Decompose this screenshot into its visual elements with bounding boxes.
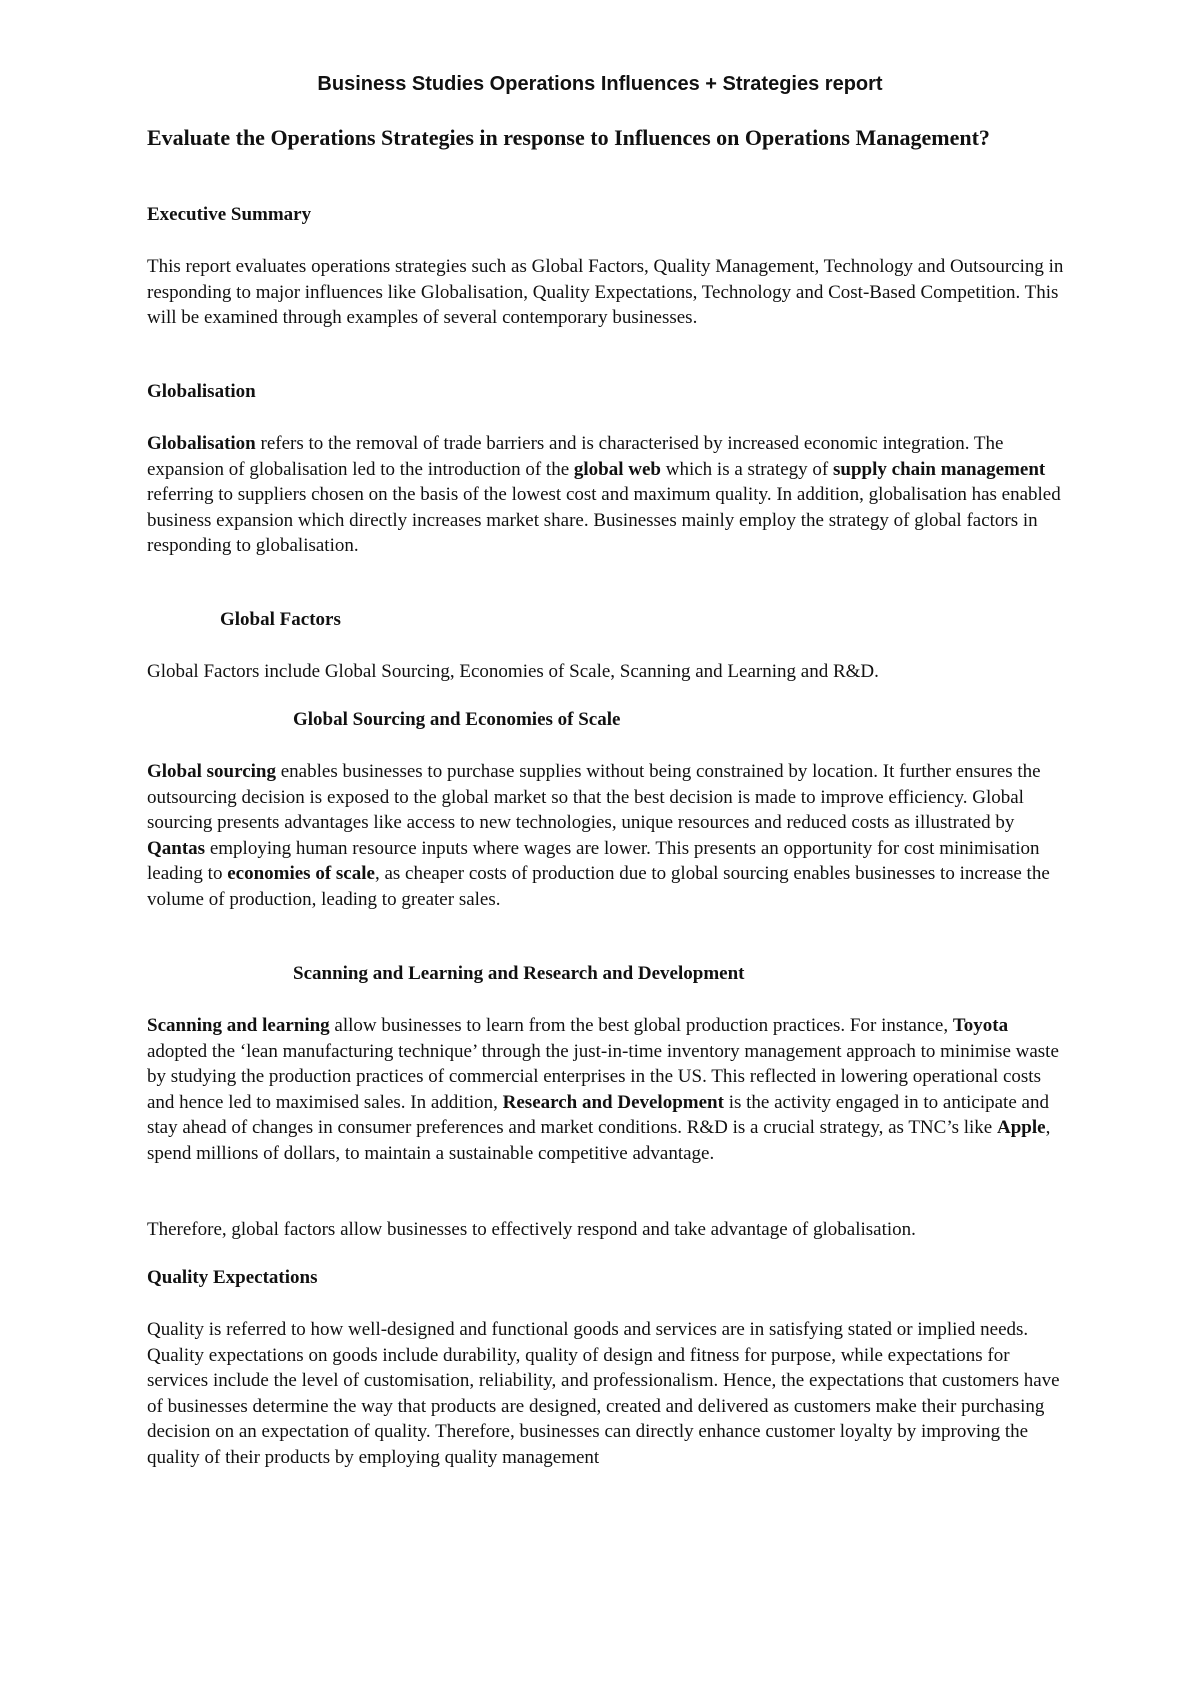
paragraph-globalisation: Globalisation refers to the removal of trade barriers and is characterised by increased economic integration. The expansion of globalisation led to the introduction of the global web which is a strategy of supply chain management referring to suppliers chosen on the basis of the lowest cost and maximum quality. In addition, globalisation has enabled business expansion which directly increases market share. Businesses mainly employ the strategy of global factors in responding to globalisation. (147, 433, 1061, 556)
document-title: Business Studies Operations Influences + Strategies report (317, 73, 883, 95)
paragraph-scanning-and-learning: Scanning and learning allow businesses to learn from the best global production practices. For instance, Toyota adopted the ‘lean manufacturing technique’ through the just-in-time inventory management approach to minimise waste by studying the production practices of commercial enterprises in the US. This reflected in lowering operational costs and hence led to maximised sales. In addition, Research and Development is the activity engaged in to anticipate and stay ahead of changes in consumer preferences and market conditions. R&D is a crucial strategy, as TNC’s like Apple, spend millions of dollars, to maintain a sustainable competitive advantage. (147, 1015, 1059, 1164)
term-qantas: Qantas (147, 837, 206, 859)
heading-quality-expectations: Quality Expectations (147, 1267, 318, 1288)
report-question: Evaluate the Operations Strategies in response to Influences on Operations Management? (147, 125, 990, 150)
term-toyota: Toyota (952, 1015, 1009, 1036)
term-global-sourcing: Global sourcing (147, 761, 276, 782)
heading-scanning-and-learning: Scanning and Learning and Research and Development (293, 963, 745, 984)
paragraph-executive-summary: This report evaluates operations strategies such as Global Factors, Quality Management, Technology and Outsourcing in responding to major influences like Globalisation, Quality Expectations, Technology and Cost-Based Competition. This will be examined through examples of several contemporary businesses. (147, 256, 1064, 328)
paragraph-global-factors: Global Factors include Global Sourcing, Economies of Scale, Scanning and Learning and R&D. (147, 661, 879, 682)
paragraph-quality-expectations: Quality is referred to how well-designed and functional goods and services are in satisfying stated or implied needs. Quality expectations on goods include durability, quality of design and fitness for purpose, while expectations for services include the level of customisation, reliability, and professionalism. Hence, the expectations that customers have of businesses determine the way that products are designed, created and delivered as customers make their purchasing decision on an expectation of quality. Therefore, businesses can directly enhance customer loyalty by improving the quality of their products by employing quality management (147, 1319, 1060, 1468)
heading-global-sourcing: Global Sourcing and Economies of Scale (293, 709, 621, 730)
term-scanning-and-learning: Scanning and learning (147, 1015, 330, 1036)
paragraph-global-factors-conclusion: Therefore, global factors allow businesses to effectively respond and take advantage of globalisation. (147, 1219, 916, 1240)
term-supply-chain-management: supply chain management (833, 458, 1046, 480)
term-global-web: global web (573, 458, 661, 480)
term-economies-of-scale: economies of scale (227, 863, 375, 884)
paragraph-global-sourcing: Global sourcing enables businesses to purchase supplies without being constrained by location. It further ensures the outsourcing decision is exposed to the global market so that the best decision is made to improve efficiency. Global sourcing presents advantages like access to new technologies, unique resources and reduced costs as illustrated by Qantas employing human resource inputs where wages are lower. This presents an opportunity for cost minimisation leading to economies of scale, as cheaper costs of production due to global sourcing enables businesses to increase the volume of production, leading to greater sales. (147, 761, 1050, 910)
heading-globalisation: Globalisation (147, 381, 256, 402)
term-research-and-development: Research and Development (502, 1091, 724, 1113)
term-globalisation: Globalisation (147, 433, 256, 454)
heading-global-factors: Global Factors (220, 609, 341, 630)
term-apple: Apple (996, 1117, 1046, 1138)
heading-executive-summary: Executive Summary (147, 204, 312, 225)
